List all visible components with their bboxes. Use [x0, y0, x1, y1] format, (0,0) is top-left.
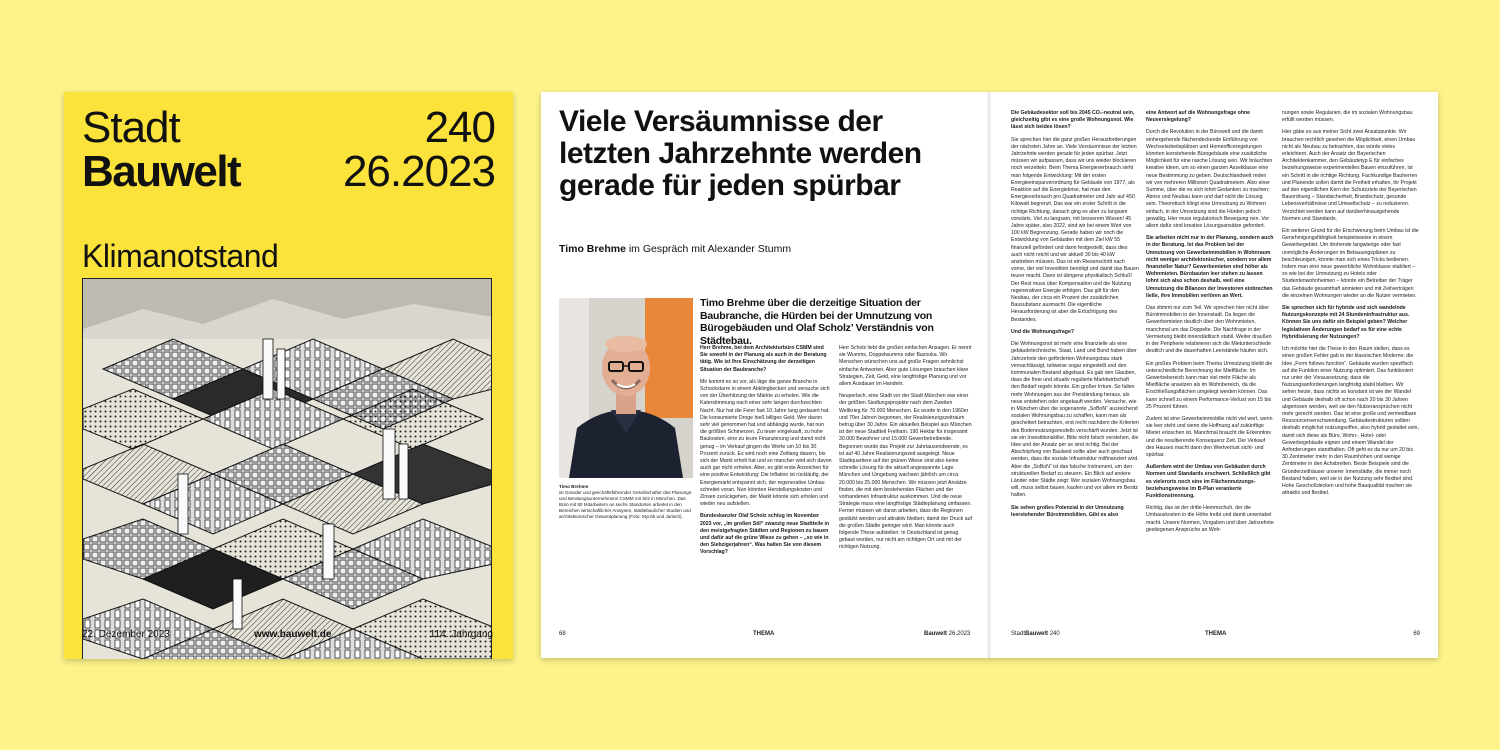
byline-rest: im Gespräch mit Alexander Stumm: [625, 243, 792, 255]
interview-answer: Neuperlach, eine Stadt vor der Stadt München war einer der größten Siedlungsprojekte nach dem Zweiten Weltkrieg für 70.000 Menschen. Es wurde in den 1960er und 70er Jahren begonnen, der Realisierungszeitraum betrug über 30 Jahre. Ein aktuelles Beispiel aus München ist der neue Stadtteil Freiham. 190 Hektar für insgesamt 30.000 Bewohner und 15.000 Gewerbetreibende. Begonnen wurde das Projekt zur Jahrtausendwende, es ist auf 40 Jahre Realisierungszeit ausgelegt. Neue Stadtquartiere auf der grünen Wiese sind also keine schnelle Lösung für die aktuell angespannte Lage. München und Umgebung wachsen jährlich um circa 20.000 bis 25.000 Menschen. Wir müssen jetzt Ansätze finden, die mit dem bestehenden Flächen und der vorhandenen Infrastruktur auskommen. Und die neue Strategie muss eine langfristige Städteplanung umfassen. Ferner müssen wir daran arbeiten, dass die Regionen gestärkt werden und attraktiv bleiben, damit der Druck auf die großen Städte geringer wird. Man könnte auch folgende These aufstellen: In Deutschland ist genug gebaut worden, nur nicht am richtigen Ort und mit der richtigen Nutzung.: [839, 393, 972, 551]
interview-question: Sie sprechen sich für hybride und sich wandelnde Nutzungskonzepte mit 24 Stundeninfrastruktur aus. Können Sie uns dafür ein Beispiel geben? Welcher legislativen Änderungen bedarf es für eine echte Hybridisierung der Nutzungen?: [1282, 305, 1410, 340]
text-column-1: [700, 345, 832, 635]
byline-name: Timo Brehme: [559, 243, 626, 255]
interview-question: Die Gebäudesektor soll bis 2045 CO₂-neutral sein, gleichzeitig gibt es eine große Wohnungsnot. Wie lässt sich beides lösen?: [1011, 110, 1135, 131]
right-page-issue: [1011, 631, 1060, 637]
text-column-3: [1011, 110, 1139, 635]
cover-brand-bauwelt: Bauwelt: [82, 147, 241, 196]
interview-answer: Zudem ist eine Gewerbeimmobilie nicht viel wert, wenn sie leer steht und wenn die Hoffnung auf zukünftige Mieter erloschen ist. Manchmal braucht die Erkenntnis und die resultierende Konsequenz Zeit. Der Verkauf des Hauses macht dann den Wertverlust sicht- und spürbar.: [1146, 415, 1273, 458]
interview-answer: Hier gäbe es aus meiner Sicht zwei Ansatzpunkte. Wir brauchen rechtlich gesehen die Möglichkeit, einen Umbau nicht als Neubau zu betrachten, das würde vieles erleichtern. Auch der Ansatz der Bayerischen Architektenkammer, den Gebäudetyp E für einfaches beziehungsweise experimentelles Bauen einzuführen, ist ein Schritt in die richtige Richtung. Fachkundige Bauherren und Planende sollen damit die Freiheit erhalten, ihr Projekt auf den eigentlichen Kern der Schutzziele der Bayerischen Bauordnung – Standsicherheit, Brandschutz, gesunde Lebensverhältnisse und Umweltschutz – zu reduzieren. Verzichtet werden kann auf darüberhinausgehende Normen und Standards.: [1282, 129, 1418, 222]
portrait-caption: [559, 484, 693, 520]
left-page-issue: [924, 631, 970, 637]
interview-question: Sie arbeiten nicht nur in der Planung, sondern auch in der Beratung. Ist das Problem bei der Umnutzung von Gewerbeimmobilien in Wohnraum nicht weniger architektonischer, sondern vor allem finanzieller Natur? Gewerbemieten sind höher als Wohnmieten. Bürobauten leer stehen zu lassen lohnt sich also schon deshalb, weil eine Umnutzung die Bilanzen der Investoren einbrechen ließe, ihre Immobilien verlören an Wert.: [1146, 235, 1274, 299]
left-footer-brand: Bauwelt: [924, 631, 948, 637]
interview-answer: Herr Scholz liebt die großen einfachen Ansagen. Er nennt sie Wumms, Doppelwumms oder Bazooka. Wir Menschen wünschen uns auf große Fragen sehnlichst einfache Antworten. Aber gute Lösungen brauchen klare Strategien, Zeit, Geld, eine langfristige Planung und vor allem Ausdauer im Handeln.: [839, 345, 972, 388]
right-footer-brand-bauwelt: Bauwelt: [1025, 631, 1049, 637]
interview-answer: Mir kommt es so vor, als läge die ganze Branche in Schockstarre in einem Abklingbecken und versuche sich von der Überhitzung der Märkte zu erholen. Wie die Katerstimmung nach einer sehr langen durchzechten Nacht. Nur hat die Feier fast 10 Jahre lang gedauert hat. Die konsumierte Droge hieß billiges Geld. Wer davon sehr viel genommen hat und abhängig wurde, hat nun die größten Schmerzen. Zu teuer eingekauft, zu hohe Baukosten, eine zu teure Finanzierung und damit nicht genug – im Verkauf gingen die Werte um 10 bis 30 Prozent zurück. Es wird noch eine Zeitlang dauern, bis sich der Markt erholt hat und so mancher wird sich davon auch gar nicht erholen. Aber, es gibt erste Anzeichen für eine positive Entwicklung: Die Inflation ist rückläufig, der Energiemarkt entspannt sich, der regenerative Umbau schreitet voran. Nun könnten Herstellungskosten und Zinsen zurückgehen, der Markt könnte sich erholen und wieder neu aufstellen.: [700, 378, 832, 508]
left-page-section: THEMA: [753, 631, 775, 637]
interview-answer: Ein großes Problem beim Thema Umnutzung bleibt die unterschiedliche Berechnung der Mietfläche. Im Gewerbebereich kann man viel mehr Fläche als Mietfläche ansetzen als im Wohnbereich, da die Erschließungsflächen umgelegt werden können. Das kann schnell zu einem Performance-Verlust von 15 bis 25 Prozent führen.: [1146, 360, 1273, 410]
cover-issue-date: 26.2023: [342, 147, 495, 196]
cover-footer-date: 22. Dezember 2023: [82, 629, 170, 640]
text-column-5: [1282, 110, 1419, 635]
article-spread: [541, 92, 1438, 658]
interview-question: Bundeskanzler Olaf Scholz schlug im November 2023 vor, „im großen Stil“ zwanzig neue Stadtteile in den meistgefragten Städten und Regionen zu bauen und dafür auf die grüne Wiese zu gehen – „so wie in den Siebzigerjahren“. Was halten Sie von diesem Vorschlag?: [700, 513, 830, 556]
left-footer-issue: 26.2023: [947, 631, 971, 637]
text-column-4: [1146, 110, 1274, 635]
cover-illustration: [82, 278, 492, 659]
interview-answer: Ein weiterer Grund für die Erschwerung beim Umbau ist die Genehmigungsfähigkeit beispielsweise in einem Gewerbegebiet. Um drohende langwierige oder fast unmögliche Änderungen im Bebauungsplänen zu beschleunigen, könnte man sich eines Tricks bedienen. Indem man eine neue gewerbliche Wohnklasse etabliert – so wie bei der Umnutzung zu Hotels oder Studentenwohnheimen – könnte ein Betreiber der Träger das Gebäude gesamthaft anmieten und mit Zeitverträgen die einzelnen Wohnungen wieder an die Nutzer vermieten.: [1282, 228, 1419, 299]
text-column-2: [839, 345, 972, 635]
cover-issue-number: 240: [424, 103, 495, 152]
article-lead: Timo Brehme über die derzeitige Situation der Baubranche, die Hürden bei der Umnutzung von Bürogebäuden und Olaf Scholz’ Verständnis von Städtebau.: [700, 297, 934, 347]
interview-answer: Die Wohnungsnot ist mehr eine finanzielle als eine gebäudetechnische. Staat, Land und Bund haben über Jahrzehnte den geförderten Wohnungsbau stark vernachlässigt, teilweise sogar eingestellt und den kommunalen Bestand abgebaut. Es gab den Glauben, dass die freie und situativ regulierte Marktwirtschaft den Bedarf regeln könnte. Ein großer Irrtum. So fallen mehr Wohnungen aus der Preisbindung heraus, als neue entstehen oder angekauft werden. Versuche, wie in München über die sogenannte „SoBoN“ ausreichend sozialen Wohnungsbau zu schaffen, kann man als gescheitert betrachten, erst recht nachdem die Kriterien des Bodennutzungsmodells verschärft wurden. Jetzt ist sie ein Investitionskiller. Bitte nicht falsch verstehen, die Idee und der Ansatz per se sind richtig. Bei der Abschöpfung von Bauland sollte aber auch geschaut werden, dass die soziale Infrastruktur mitfinanziert wird. Aber die „SoBoN“ ist das falsche Instrument, um den strukturellen Bedarf zu steuern. Ein Blick auf andere Länder oder Städte zeigt: Wer sozialen Wohnungsbau will, muss selbst bauen, kaufen und vor allem im Besitz halten.: [1011, 341, 1139, 499]
cover-brand-stadt: Stadt: [82, 103, 180, 152]
caption-text: ist Gründer und geschäftsführender Gesellschafter des Planungs- und Beratungsunternehmens CSMM mit Sitz in München. Das Büro mit 80 Mitarbeitern an sechs Standorten arbeitet in den Bereichen wirtschaftlicher Analysen, städtebaulicher Studien und architektonischer Gesamtplanung (Foto: Myrzik und Jarisch).: [559, 490, 693, 519]
magazine-cover: [64, 92, 513, 659]
right-page-number: 69: [1413, 631, 1420, 637]
portrait-photo: [559, 298, 693, 478]
caption-name: Timo Brehme: [559, 484, 589, 489]
interview-answer: Ich möchte hier die These in den Raum stellen, dass es einen großen Fehler gab in der klassischen Moderne: die Idee „Form follows function“. Gebäude wurden spezifisch auf die Funktion einer Nutzung optimiert. Das funktioniert nur unter der Voraussetzung, dass die Nutzungsanforderungen langfristig stabil bleiben. Wir sehen heute, dass nichts so konstant ist wie der Wandel und Gebäude deshalb oft schon nach 20 bis 30 Jahren abgerissen werden, weil sie den Nutzeransprüchen nicht mehr gerecht werden. Das ist eine große und vermeidbare Ressourcenverschwendung. Gebäudestrukturen sollten deshalb möglichst nutzungsoffen, also hybrid gestaltet sein, damit sich diese als Büro, Wohn-, Hotel- oder Gewerbegebäude eignen und einem Wandel der Anforderungen standhalten. Oft geht es da nur um 20 bis 30 Zentimeter mehr in den Raumhöhen und wenige Zentimeter in den Achsbreiten. Beste Beispiele sind die Gründerzeithäuser unserer Innenstädte, die immer noch Bestand haben, weil sie in der Nutzung sehr flexibel sind. Hohe Geschoßdecken und hohe Bauqualität machen sie attraktiv und flexibel.: [1282, 346, 1419, 497]
page-gutter: [987, 92, 991, 658]
right-page-section: THEMA: [1205, 631, 1227, 637]
cover-footer-url: www.bauwelt.de: [254, 629, 332, 640]
interview-answer: nungen sowie Regularien, die im sozialen Wohnungsbau erfüllt werden müssen.: [1282, 110, 1413, 124]
interview-question: Außerdem wird der Umbau von Gebäuden durch Normen und Standards erschwert. Schließlich gibt es vielerorts noch eine im Flächennutzungs- beziehungsweise im B-Plan verankerte Funktionstrennung.: [1146, 464, 1271, 499]
interview-answer: Richtig, das ist der dritte Hemmschuh, der die Umbauskosten in die Höhe treibt und damit unrentabel macht. Unsere Normen, Vorgaben und über Jahrzehnte gestiegenen Ansprüche an Woh-: [1146, 505, 1274, 533]
interview-answer: Sie sprechen hier die ganz großen Herausforderungen der nächsten Jahre an. Viele Versäumnisse der letzten Jahrzehnte werden gerade für jeden spürbar. Jetzt müssen wir aufpassen, dass wir uns wieder blockieren noch verzetteln. Beim Thema Energieverbrauch sieht man folgende Entwicklung: Mit der ersten Energieeinsparverordnung für Gebäude von 1977, als Reaktion auf die Energiekrise, hat man den Energieverbrauch pro Quadratmeter und Jahr auf 450 Kilowatt begrenzt. Das war ein erster Schritt in die richtige Richtung, danach ging es aber zu langsam vorwärts. Viel zu langsam, mit besserem Wissen! 45 Jahre später, also 2022, sind wir bei einem Wert von 100 kW Begrenzung. Gerade haben wir noch die Entwicklung von Gebäuden mit dem Ziel kW 55 finanziell gefördert und dann festgestellt, dass dies auch nicht reicht und wir aktuell 30 bis 40 kW anstreben müssen. Das ist ein Riesenschritt nach vorne, der viel Investition benötigt und damit das Bauen teurer macht. Dann ist übrigens physikalisch Schluß! Der Rest muss über Kompensation und die Nutzung regenerativer Energie erfolgen. Das gilt für den Neubau, der circa ein Prozent der zusätzlichen Bausubstanz ausmacht. Die eigentliche Herausforderung ist aber die Ertüchtigung des Bestandes.: [1011, 136, 1139, 323]
cover-footer-volume: 114. Jahrgang: [429, 629, 493, 640]
cover-theme-title: Klimanotstand: [82, 238, 279, 274]
interview-question: eine Antwort auf die Wohnungsfrage ohne Neuversiegelung?: [1146, 110, 1251, 124]
left-page-number: 68: [559, 631, 566, 637]
interview-question: Herr Brehme, bei dem Architekturbüro CSMM sind Sie sowohl in der Planung als auch in der Beratung tätig. Wie ist Ihre Einschätzung der derzeitigen Situation der Baubranche?: [700, 345, 827, 373]
interview-question: Und die Wohnungsfrage?: [1011, 328, 1075, 335]
article-headline: Viele Versäumnisse der letzten Jahrzehnte werden gerade für jeden spürbar: [559, 105, 922, 202]
interview-question: Sie sehen großes Potenzial in der Umnutzung leerstehender Büroimmobilien. Gibt es also: [1011, 504, 1124, 518]
interview-answer: Das stimmt nur zum Teil. Wir sprechen hier nicht über Büroimmobilien in der Innenstadt. Da liegen die Gewerbemieten deutlich über den Wohnmieten, manchmal um das Doppelte. Die Nachfrage in der Vermietung bleibt innerstädtisch stabil. Weiter draußen in der Peripherie relativieren sich die Mietunterschiede deutlich und die dauerhaften Leerstände häufen sich.: [1146, 305, 1272, 355]
right-footer-issue: 240: [1048, 631, 1060, 637]
interview-answer: Durch die Revolution in der Bürowelt und die damit einhergehende flächendeckende Einführung von Wechselarbeitsplätzen und Homeofficeregelungen könnten leerstehende Bürogebäude eine zusätzliche Möglichkeit für eine rasche Lösung sein. Wir bräuchten kreative Ideen, um so einen ganzen Assetklasse eine neue Bestimmung zu geben. Deutschlandweit reden wir von mehreren Millionen Quadratmetern. Also einer Summe, über die es sich lohnt Gedanken zu machen: Abriss und Neubau kann und darf nicht die Lösung sein. Theoretisch klingt eine Umnutzung zu Wohnen einfach, in der Umsetzung sind die Hürden jedoch gewaltig. Hier muss regulatorisch Bewegung rein. Vor allem dafür sind kreative Lösungsansätze gefordert.: [1146, 129, 1273, 230]
article-byline: [559, 243, 791, 255]
right-footer-brand-stadt: Stadt: [1011, 631, 1026, 637]
